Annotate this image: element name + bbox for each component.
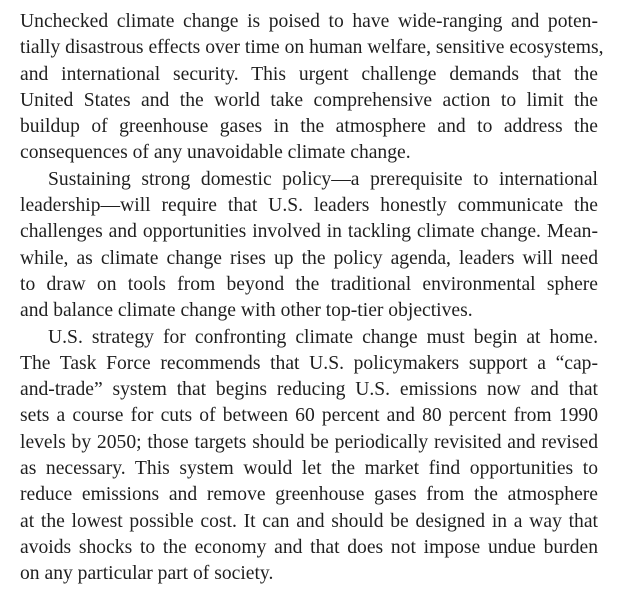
- text-line: Sustaining strong domestic policy—a prerequisite to international: [48, 168, 598, 190]
- text-line: at the lowest possible cost. It can and should be designed in a way that: [20, 510, 598, 532]
- paragraph-3: [20, 325, 598, 588]
- text-line: leadership—will require that U.S. leaders honestly communicate the: [20, 195, 598, 217]
- text-line: on any particular part of society.: [20, 563, 274, 585]
- text-line: and international security. This urgent challenge demands that the: [20, 63, 598, 85]
- text-line: and-trade” system that begins reducing U.S. emissions now and that: [20, 379, 598, 401]
- text-line: tially disastrous effects over time on human welfare, sensitive ecosystems,: [20, 37, 604, 59]
- text-line: reduce emissions and remove greenhouse gases from the atmosphere: [20, 484, 598, 506]
- text-line: Unchecked climate change is poised to have wide-ranging and poten-: [20, 11, 598, 32]
- text-line: buildup of greenhouse gases in the atmosphere and to address the: [20, 116, 598, 138]
- paragraph-1: [20, 9, 604, 167]
- text-line: to draw on tools from beyond the traditional environmental sphere: [20, 273, 598, 295]
- text-line: consequences of any unavoidable climate change.: [20, 142, 411, 164]
- text-line: U.S. strategy for confronting climate change must begin at home.: [48, 326, 598, 348]
- text-line: sets a course for cuts of between 60 percent and 80 percent from 1990: [20, 405, 598, 427]
- text-line: The Task Force recommends that U.S. policymakers support a “cap-: [20, 352, 598, 374]
- text-line: while, as climate change rises up the policy agenda, leaders will need: [20, 247, 598, 269]
- text-line: challenges and opportunities involved in tackling climate change. Mean-: [20, 221, 598, 243]
- text-line: as necessary. This system would let the market find opportunities to: [20, 458, 598, 480]
- text-line: United States and the world take comprehensive action to limit the: [20, 89, 598, 111]
- text-line: and balance climate change with other top-tier objectives.: [20, 300, 473, 322]
- paragraph-2: [20, 167, 598, 325]
- text-line: avoids shocks to the economy and that does not impose undue burden: [20, 536, 598, 558]
- body-text: [20, 9, 604, 588]
- text-line: levels by 2050; those targets should be periodically revisited and revised: [20, 431, 598, 453]
